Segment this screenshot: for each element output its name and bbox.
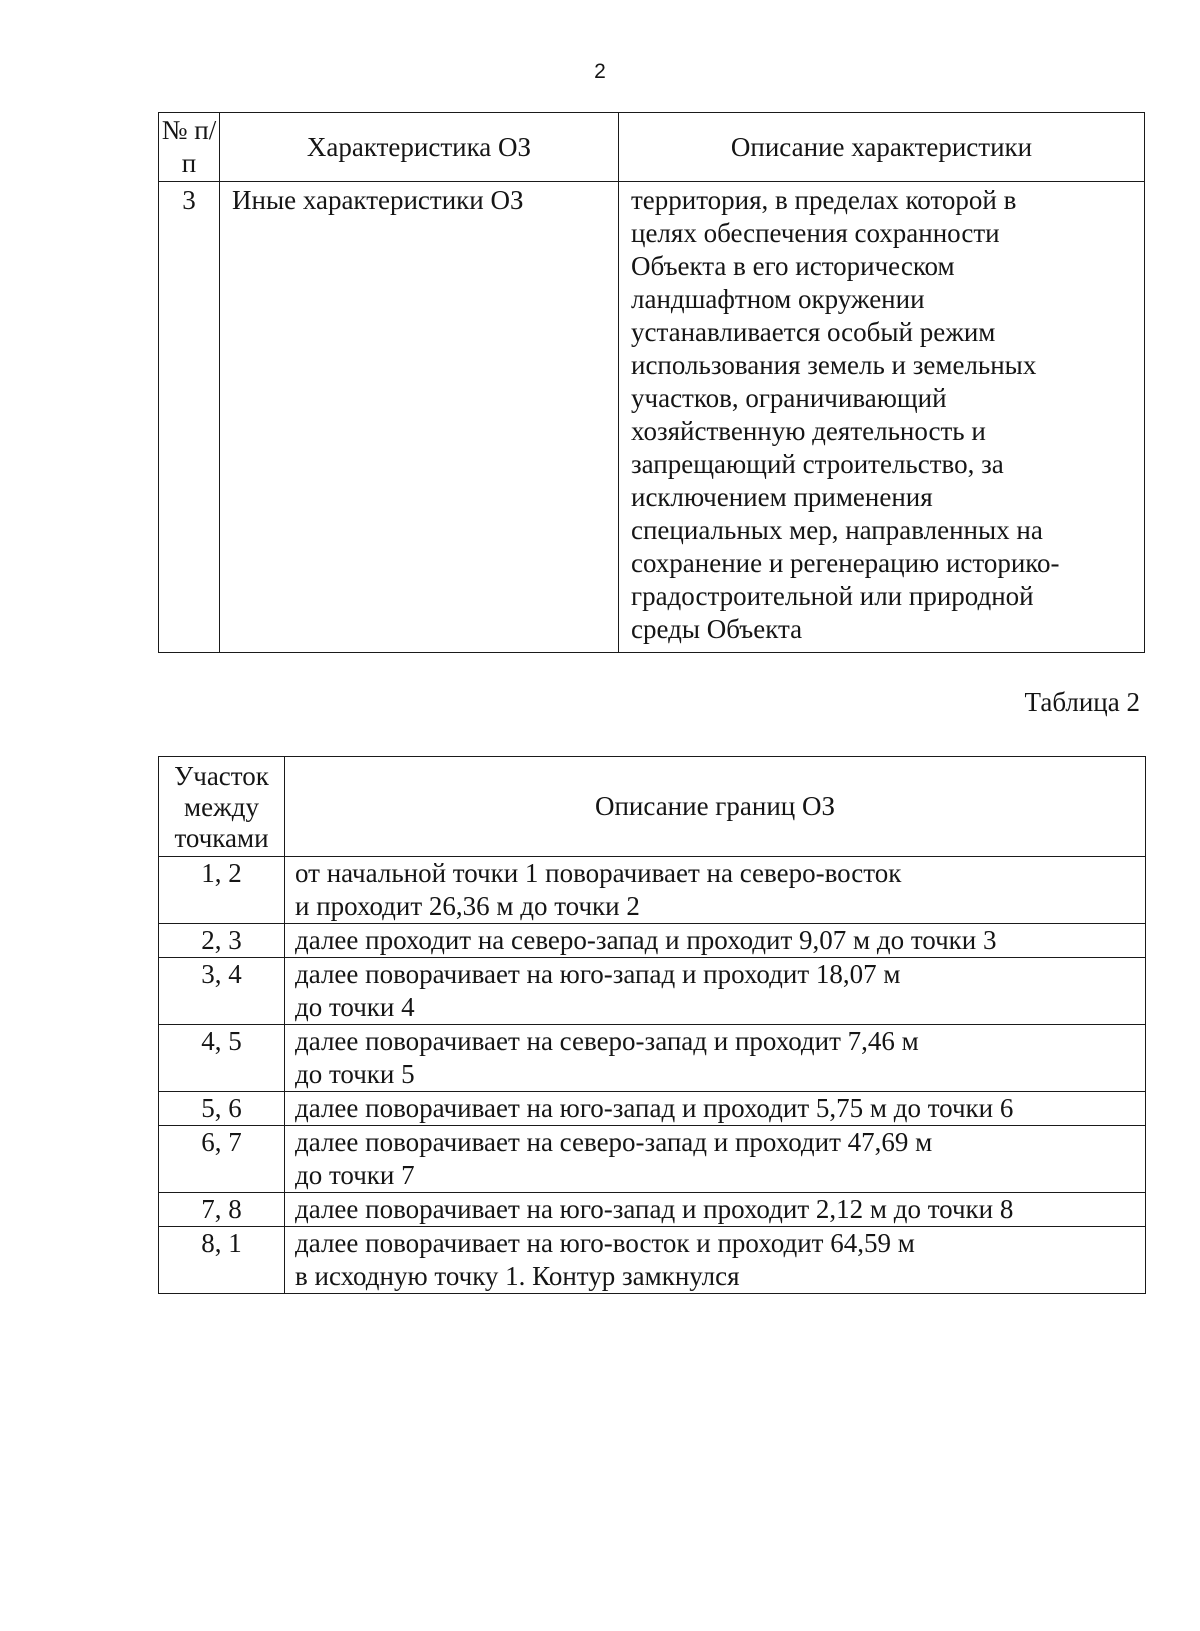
boundary-line: до точки 4 (295, 992, 415, 1022)
boundary-description-cell (285, 1227, 1146, 1294)
table-row (159, 958, 1146, 1025)
boundaries-table (158, 756, 1146, 1294)
column-header-segment: Участок между точками (159, 757, 285, 857)
description-line: использования земель и земельных (631, 350, 1037, 380)
boundary-description-cell (285, 1025, 1146, 1092)
description-line: среды Объекта (631, 614, 803, 644)
table-row (159, 1193, 1146, 1227)
boundary-description-cell (285, 1193, 1146, 1227)
characteristic-description (619, 182, 1145, 653)
segment-cell: 8, 1 (159, 1227, 285, 1294)
description-line: исключением применения (631, 482, 933, 512)
segment-cell: 6, 7 (159, 1126, 285, 1193)
description-line: хозяйственную деятельность и (631, 416, 986, 446)
boundary-description-cell (285, 857, 1146, 924)
description-line: Объекта в его историческом (631, 251, 955, 281)
description-line: градостроительной или природной (631, 581, 1034, 611)
boundary-description-cell (285, 1092, 1146, 1126)
description-line: устанавливается особый режим (631, 317, 996, 347)
description-line: ландшафтном окружении (631, 284, 925, 314)
table-row (159, 182, 1145, 653)
segment-cell: 7, 8 (159, 1193, 285, 1227)
description-line: запрещающий строительство, за (631, 449, 1004, 479)
page-number: 2 (594, 60, 606, 83)
boundary-line: далее поворачивает на северо-запад и проходит 7,46 м (295, 1026, 919, 1056)
table-row (159, 1126, 1146, 1193)
boundary-line: далее поворачивает на юго-восток и проходит 64,59 м (295, 1228, 915, 1258)
column-header-description: Описание характеристики (619, 113, 1145, 182)
boundary-description-cell (285, 1126, 1146, 1193)
characteristic-name: Иные характеристики ОЗ (220, 182, 619, 653)
description-line: территория, в пределах которой в (631, 185, 1017, 215)
segment-cell: 5, 6 (159, 1092, 285, 1126)
boundary-description-cell (285, 924, 1146, 958)
table-row (159, 1227, 1146, 1294)
boundary-description-cell (285, 958, 1146, 1025)
segment-cell: 2, 3 (159, 924, 285, 958)
boundary-line: и проходит 26,36 м до точки 2 (295, 891, 640, 921)
boundary-line: далее поворачивает на юго-запад и проходит 18,07 м (295, 959, 901, 989)
table-header-row (159, 113, 1145, 182)
description-line: целях обеспечения сохранности (631, 218, 1000, 248)
column-header-characteristic: Характеристика ОЗ (220, 113, 619, 182)
segment-cell: 3, 4 (159, 958, 285, 1025)
table-row (159, 924, 1146, 958)
table-row (159, 1092, 1146, 1126)
row-number: 3 (159, 182, 220, 653)
boundary-line: далее проходит на северо-запад и проходит 9,07 м до точки 3 (295, 925, 997, 955)
description-line: участков, ограничивающий (631, 383, 947, 413)
table-header-row (159, 757, 1146, 857)
boundary-line: далее поворачивает на юго-запад и проходит 5,75 м до точки 6 (295, 1093, 1014, 1123)
description-line: сохранение и регенерацию историко- (631, 548, 1060, 578)
boundary-line: до точки 5 (295, 1059, 415, 1089)
description-line: специальных мер, направленных на (631, 515, 1043, 545)
table-row (159, 857, 1146, 924)
characteristics-table (158, 112, 1145, 653)
boundary-line: в исходную точку 1. Контур замкнулся (295, 1261, 740, 1291)
column-header-boundary-description: Описание границ ОЗ (285, 757, 1146, 857)
boundary-line: далее поворачивает на юго-запад и проходит 2,12 м до точки 8 (295, 1194, 1014, 1224)
segment-cell: 4, 5 (159, 1025, 285, 1092)
table-caption: Таблица 2 (1024, 687, 1140, 717)
table-row (159, 1025, 1146, 1092)
boundary-line: от начальной точки 1 поворачивает на северо-восток (295, 858, 902, 888)
segment-cell: 1, 2 (159, 857, 285, 924)
boundary-line: до точки 7 (295, 1160, 415, 1190)
column-header-number: № п/п (159, 113, 220, 182)
boundary-line: далее поворачивает на северо-запад и проходит 47,69 м (295, 1127, 933, 1157)
